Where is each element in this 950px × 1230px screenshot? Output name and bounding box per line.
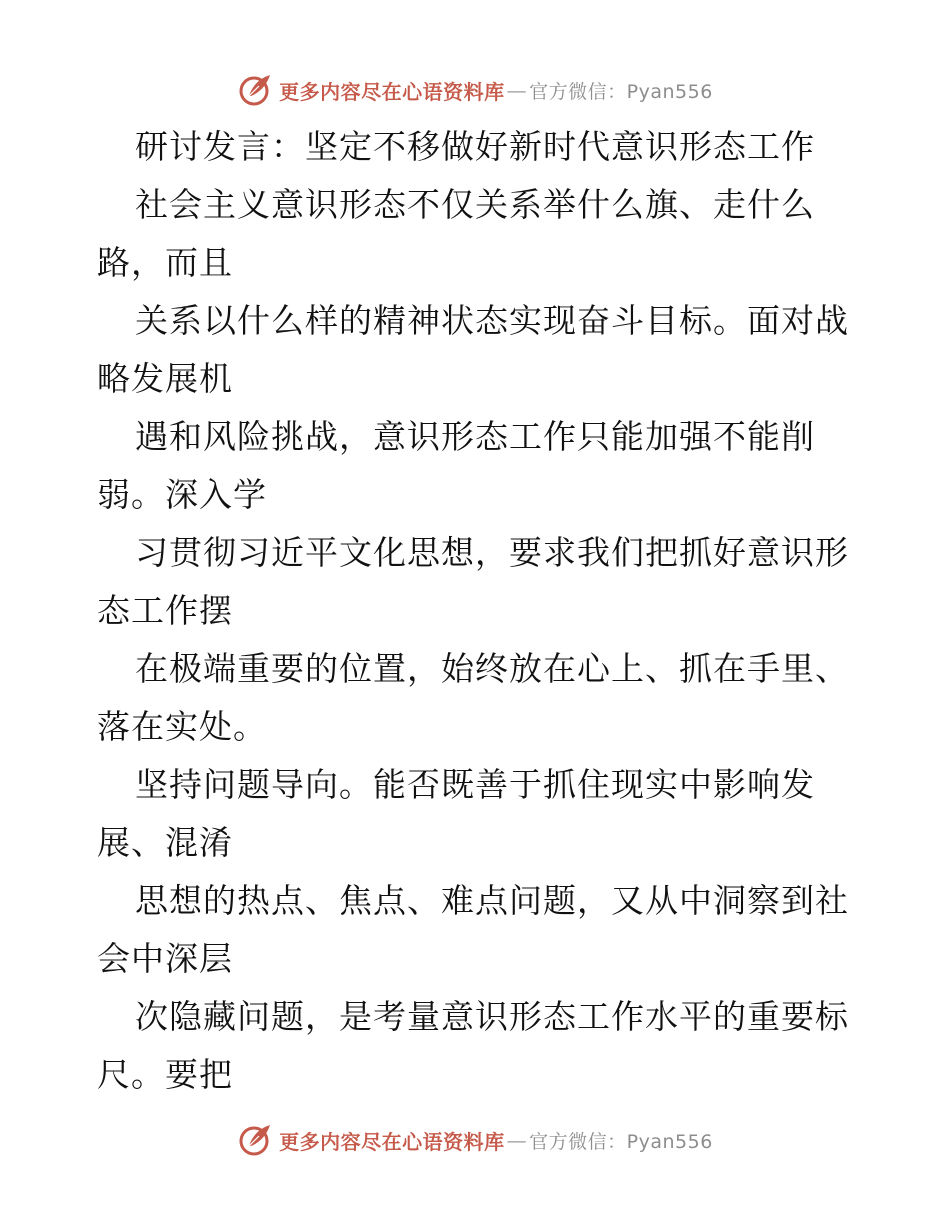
banner-title: 更多内容尽在心语资料库	[279, 79, 505, 104]
text-line: 路，而且	[97, 243, 233, 282]
banner-title: 更多内容尽在心语资料库	[279, 1129, 505, 1154]
text-line: 研讨发言：坚定不移做好新时代意识形态工作	[135, 127, 815, 166]
banner-wechat: 官方微信：Pyan556	[529, 80, 713, 103]
text-line: 在极端重要的位置，始终放在心上、抓在手里、	[135, 649, 849, 688]
banner-wechat: 官方微信：Pyan556	[529, 1130, 713, 1153]
quill-logo-icon	[237, 1122, 273, 1158]
text-line: 习贯彻习近平文化思想，要求我们把抓好意识形	[135, 533, 849, 572]
text-line: 社会主义意识形态不仅关系举什么旗、走什么	[135, 185, 815, 224]
text-line: 关系以什么样的精神状态实现奋斗目标。面对战	[135, 301, 849, 340]
banner-dash: —	[506, 1128, 528, 1152]
text-line: 次隐藏问题，是考量意识形态工作水平的重要标	[135, 997, 849, 1036]
banner-dash: —	[506, 78, 528, 102]
text-line: 思想的热点、焦点、难点问题，又从中洞察到社	[135, 881, 849, 920]
text-line: 会中深层	[97, 939, 233, 978]
quill-logo-icon	[237, 72, 273, 108]
text-line: 尺。要把	[97, 1055, 233, 1094]
text-line: 坚持问题导向。能否既善于抓住现实中影响发	[135, 765, 815, 804]
text-line: 略发展机	[97, 359, 233, 398]
text-line: 弱。深入学	[97, 475, 267, 514]
header-watermark-banner	[0, 70, 950, 110]
text-line: 展、混淆	[97, 823, 233, 862]
document-body	[97, 118, 897, 1104]
text-line: 遇和风险挑战，意识形态工作只能加强不能削	[135, 417, 815, 456]
footer-watermark-banner	[0, 1120, 950, 1160]
text-line: 落在实处。	[97, 707, 267, 746]
text-line: 态工作摆	[97, 591, 233, 630]
